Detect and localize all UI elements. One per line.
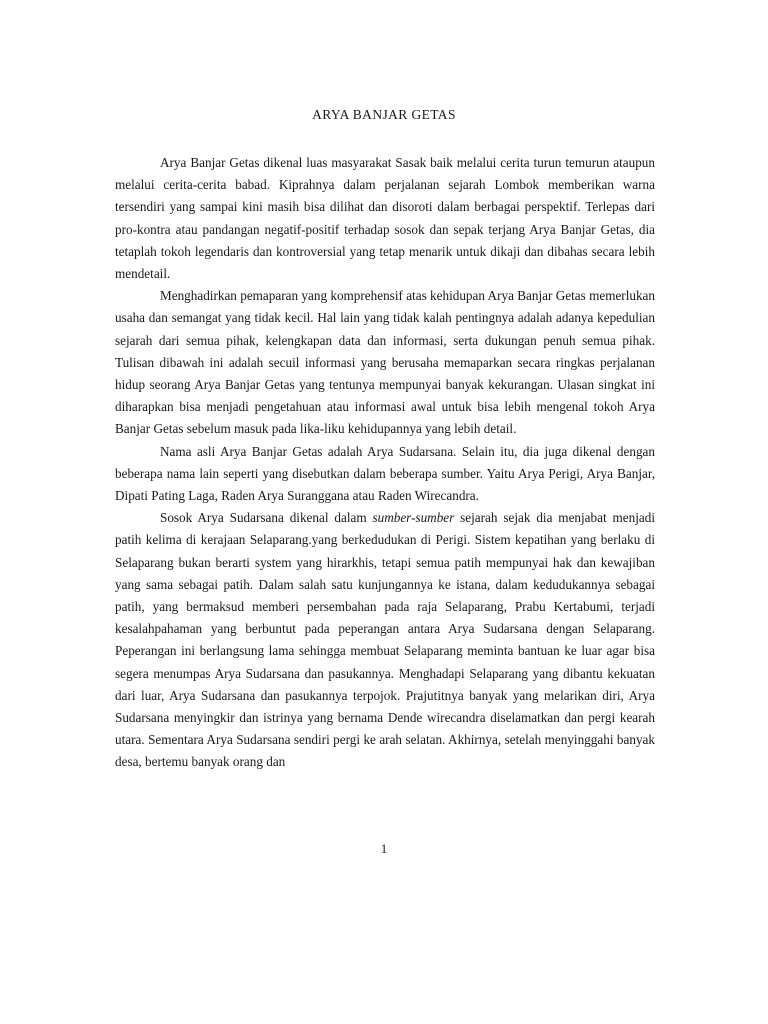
paragraph xyxy=(115,441,655,508)
paragraph-text: Nama asli Arya Banjar Getas adalah Arya Sudarsana. Selain itu, dia juga dikenal dengan beberapa nama lain seperti yang disebutkan dalam beberapa sumber. Yaitu Arya Perigi, Arya Banjar, Dipati Pating Laga, Raden Arya Suranggana atau Raden Wirecandra. xyxy=(115,443,655,504)
paragraph xyxy=(115,507,655,773)
paragraph xyxy=(115,152,655,285)
page-number: 1 xyxy=(380,841,388,856)
document-body xyxy=(115,152,655,774)
paragraph-text-continued: sejarah sejak dia menjabat menjadi patih kelima di kerajaan Selaparang.yang berkedudukan di Perigi. Sistem kepatihan yang berlaku di Selaparang bukan berarti system yang hirarkhis, tetapi semua patih mempunyai hak dan kewajiban yang sama sebagai patih. Dalam salah satu kunjungannya ke istana, dalam kedudukannya sebagai patih, yang bermaksud memberi persembahan pada raja Selaparang, Prabu Kertabumi, terjadi kesalahpahaman yang berbuntut pada peperangan antara Arya Sudarsana dengan Selaparang. Peperangan ini berlangsung lama sehingga membuat Selaparang meminta bantuan ke luar agar bisa segera menumpas Arya Sudarsana dan pasukannya. Menghadapi Selaparang yang dibantu kekuatan dari luar, Arya Sudarsana dan pasukannya terpojok. Prajutitnya banyak yang melarikan diri, Arya Sudarsana menyingkir dan istrinya yang bernama Dende wirecandra diselamatkan dan pergi kearah utara. Sementara Arya Sudarsana sendiri pergi ke arah selatan. Akhirnya, setelah menyinggahi banyak desa, bertemu banyak orang dan xyxy=(115,510,655,770)
paragraph-italic-text: sumber-sumber xyxy=(372,510,455,526)
paragraph-text: Sosok Arya Sudarsana dikenal dalam xyxy=(160,510,373,526)
paragraph-text: Arya Banjar Getas dikenal luas masyarakat Sasak baik melalui cerita turun temurun ataupun melalui cerita-cerita babad. Kiprahnya dalam perjalanan sejarah Lombok memberikan warna tersendiri yang sampai kini masih bisa dilihat dan disoroti dalam berbagai perspektif. Terlepas dari pro-kontra atau pandangan negatif-positif terhadap sosok dan sepak terjang Arya Banjar Getas, dia tetaplah tokoh legendaris dan kontroversial yang tetap menarik untuk dikaji dan dibahas secara lebih mendetail. xyxy=(115,155,655,282)
document-title: ARYA BANJAR GETAS xyxy=(312,107,456,122)
paragraph-text: Menghadirkan pemaparan yang komprehensif atas kehidupan Arya Banjar Getas memerlukan usaha dan semangat yang tidak kecil. Hal lain yang tidak kalah pentingnya adalah adanya kepedulian sejarah dari semua pihak, kelengkapan data dan informasi, serta dukungan penuh semua pihak. Tulisan dibawah ini adalah secuil informasi yang berusaha memaparkan secara ringkas perjalanan hidup seorang Arya Banjar Getas yang tentunya mempunyai banyak kekurangan. Ulasan singkat ini diharapkan bisa menjadi pengetahuan atau informasi awal untuk bisa lebih mengenal tokoh Arya Banjar Getas sebelum masuk pada lika-liku kehidupannya yang lebih detail. xyxy=(115,288,655,437)
paragraph xyxy=(115,285,655,440)
